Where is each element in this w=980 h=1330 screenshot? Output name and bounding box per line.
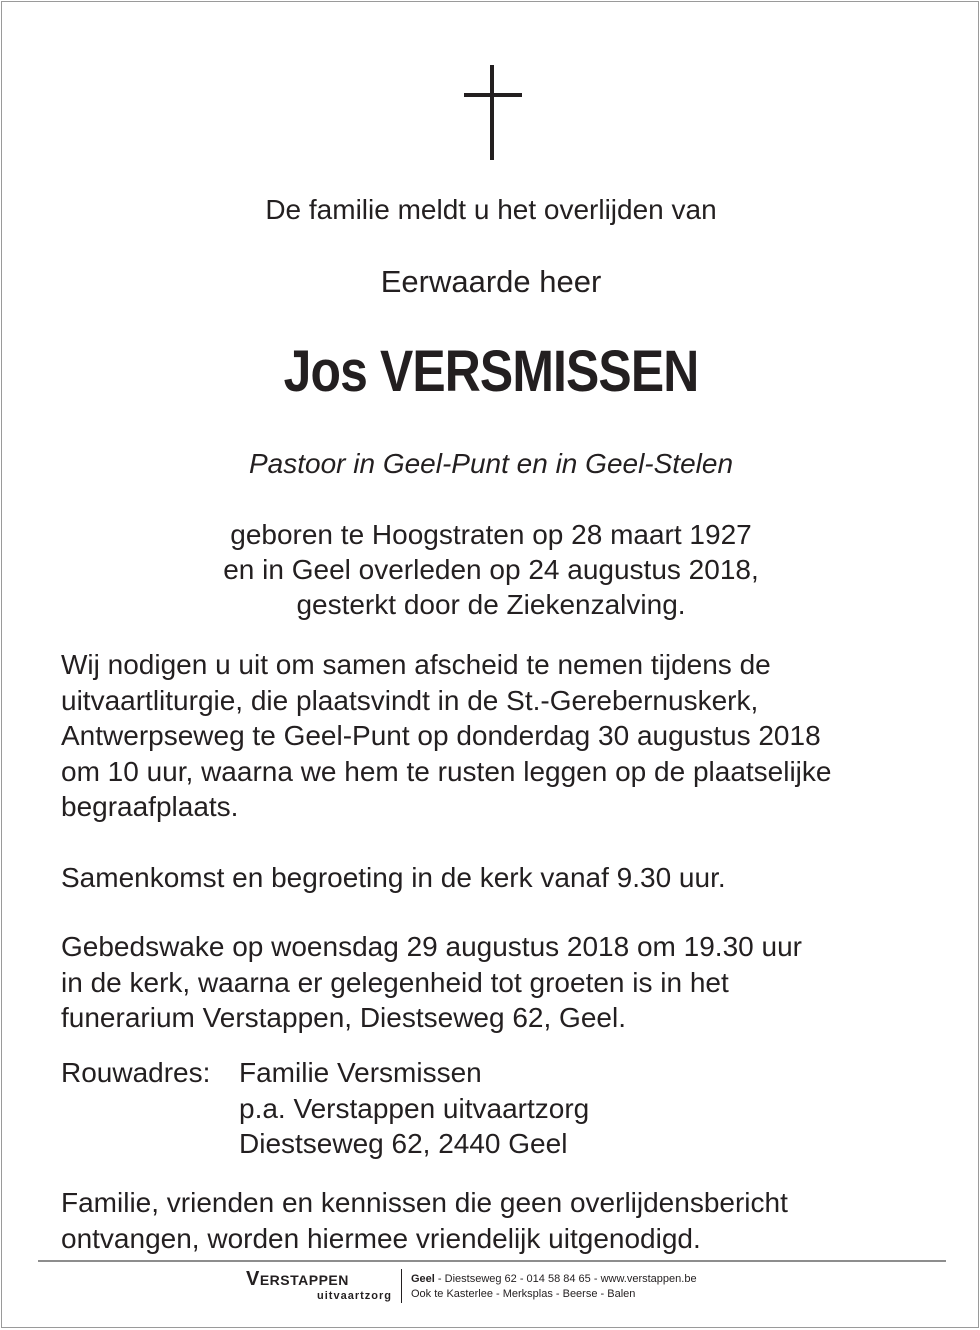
footer-contact-details: - Diestseweg 62 - 014 58 84 65 - www.verstappen.be	[434, 1273, 697, 1285]
prayer-wake	[61, 929, 802, 1036]
birth-death-details	[2, 517, 980, 622]
closing-text	[61, 1185, 788, 1256]
wake-line: Gebedswake op woensdag 29 augustus 2018 om 19.30 uur	[61, 931, 802, 962]
wake-line: funerarium Verstappen, Diestseweg 62, Geel.	[61, 1002, 626, 1033]
honorific-title: Eerwaarde heer	[380, 264, 602, 299]
death-line: en in Geel overleden op 24 augustus 2018,	[223, 554, 759, 585]
verstappen-logo	[246, 1267, 392, 1302]
deceased-name: Jos VERSMISSEN	[283, 339, 699, 404]
intro-text: De familie meldt u het overlijden van	[265, 194, 717, 225]
mourning-address	[61, 1055, 589, 1162]
address-line: p.a. Verstappen uitvaartzorg	[239, 1092, 590, 1124]
obituary-card	[1, 1, 979, 1328]
invitation-line: begraafplaats.	[61, 791, 239, 822]
address-label: Rouwadres:	[61, 1057, 211, 1088]
invitation-line: Antwerpseweg te Geel-Punt op donderdag 30 augustus 2018	[61, 720, 821, 751]
sacrament-line: gesterkt door de Ziekenzalving.	[296, 589, 686, 620]
wake-line: in de kerk, waarna er gelegenheid tot groeten is in het	[61, 966, 729, 998]
closing-line: ontvangen, worden hiermee vriendelijk uitgenodigd.	[61, 1222, 701, 1254]
address-line: Diestseweg 62, 2440 Geel	[239, 1128, 568, 1159]
gathering-text: Samenkomst en begroeting in de kerk vanaf 9.30 uur.	[61, 862, 726, 893]
invitation-line: om 10 uur, waarna we hem te rusten leggen op de plaatselijke	[61, 755, 832, 787]
brand-name: Verstappen	[246, 1268, 349, 1290]
footer-separator	[401, 1269, 402, 1303]
invitation-line: uitvaartliturgie, die plaatsvindt in de St.-Gerebernuskerk,	[61, 684, 759, 716]
funeral-invitation	[61, 647, 831, 825]
invitation-line: Wij nodigen u uit om samen afscheid te nemen tijdens de	[61, 649, 771, 680]
footer-town: Geel	[411, 1273, 435, 1285]
cross-icon	[464, 65, 522, 160]
footer-branches: Ook te Kasterlee - Merksplas - Beerse - Balen	[411, 1288, 636, 1300]
address-line: Familie Versmissen	[239, 1057, 482, 1088]
closing-line: Familie, vrienden en kennissen die geen overlijdensbericht	[61, 1187, 788, 1218]
birth-line: geboren te Hoogstraten op 28 maart 1927	[230, 519, 752, 550]
footer-divider	[38, 1260, 946, 1262]
footer-contact	[411, 1272, 697, 1302]
brand-subtitle: uitvaartzorg	[317, 1290, 392, 1302]
deceased-role: Pastoor in Geel-Punt en in Geel-Stelen	[248, 448, 734, 479]
